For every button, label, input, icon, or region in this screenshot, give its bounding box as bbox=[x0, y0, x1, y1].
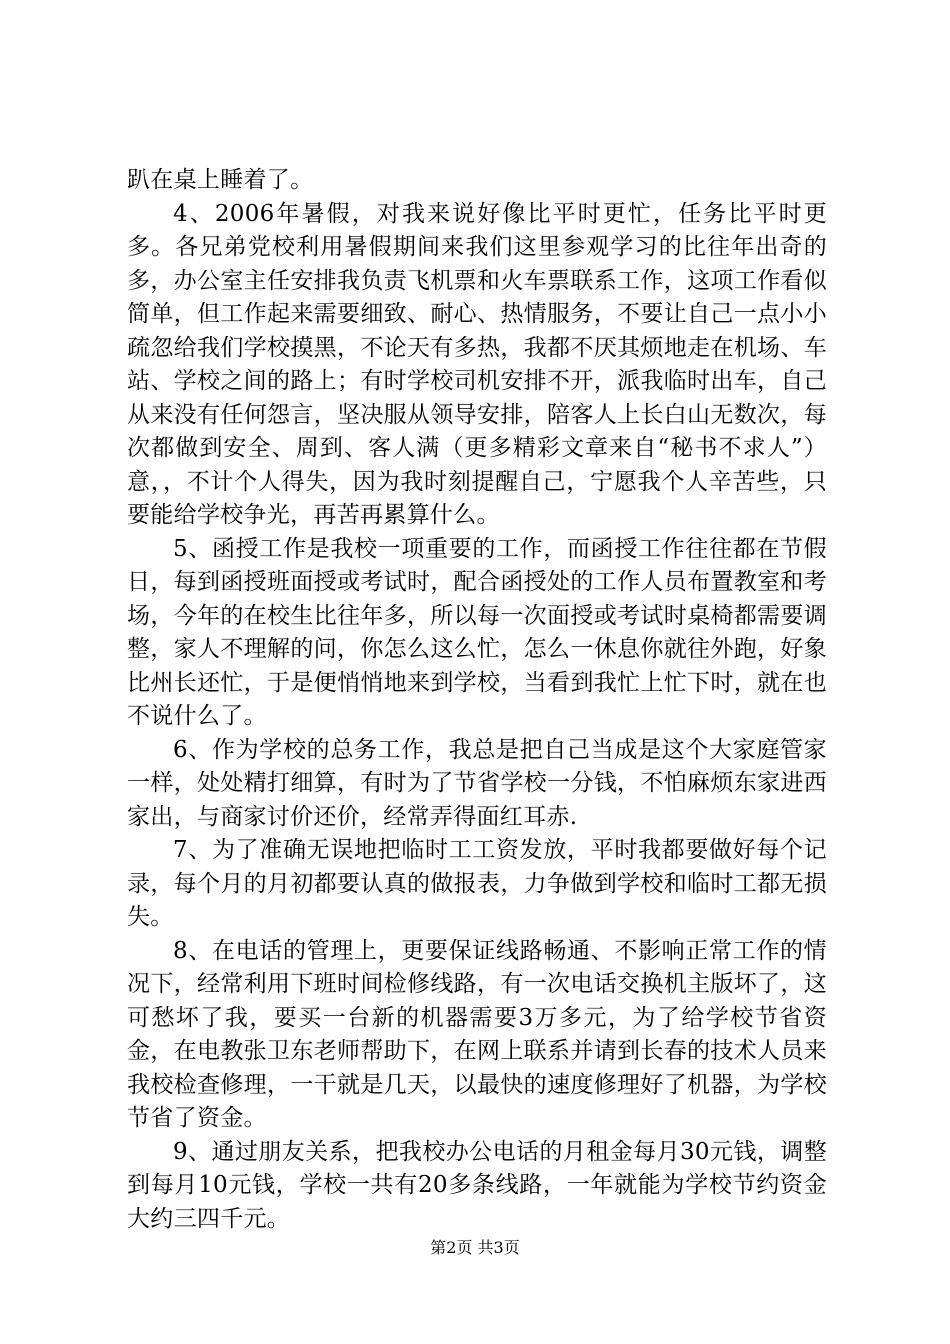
paragraph-item-6: 6、作为学校的总务工作，我总是把自己当成是这个大家庭管家一样，处处精打细算，有时为了节省学校一分钱，不怕麻烦东家进西家出，与商家讨价还价，经常弄得面红耳赤. bbox=[127, 736, 827, 830]
paragraph-item-8: 8、在电话的管理上，更要保证线路畅通、不影响正常工作的情况下，经常利用下班时间检修线路，有一次电话交换机主版坏了，这可愁坏了我，要买一台新的机器需要3万多元，为了给学校节省资金，在电教张卫东老师帮助下，在网上联系并请到长春的技术人员来我校检查修理，一干就是几天，以最快的速度修理好了机器，为学校节省了资金。 bbox=[127, 937, 827, 1131]
paragraph-item-9: 9、通过朋友关系，把我校办公电话的月租金每月30元钱，调整到每月10元钱，学校一共有20多条线路，一年就能为学校节约资金大约三四千元。 bbox=[127, 1138, 827, 1232]
page-footer: 第2页 共3页 bbox=[430, 1238, 520, 1257]
paragraph-item-4: 4、2006年暑假，对我来说好像比平时更忙，任务比平时更多。各兄弟党校利用暑假期间来我们这里参观学习的比往年出奇的多，办公室主任安排我负责飞机票和火车票联系工作，这项工作看似简单，但工作起来需要细致、耐心、热情服务，不要让自己一点小小疏忽给我们学校摸黑，不论天有多热，我都不厌其烦地走在机场、车站、学校之间的路上；有时学校司机安排不开，派我临时出车，自己从来没有任何怨言，坚决服从领导安排，陪客人上长白山无数次，每次都做到安全、周到、客人满（更多精彩文章来自“秘书不求人”）意，，不计个人得失，因为我时刻提醒自己，宁愿我个人辛苦些，只要能给学校争光，再苦再累算什么。 bbox=[127, 200, 827, 528]
paragraph-item-7: 7、为了准确无误地把临时工工资发放，平时我都要做好每个记录，每个月的月初都要认真的做报表，力争做到学校和临时工都无损失。 bbox=[127, 837, 827, 930]
document-body bbox=[127, 164, 827, 1236]
paragraph-item-5: 5、函授工作是我校一项重要的工作，而函授工作往往都在节假日，每到函授班面授或考试时，配合函授处的工作人员布置教室和考场，今年的在校生比往年多，所以每一次面授或考试时桌椅都需要调整，家人不理解的问，你怎么这么忙，怎么一休息你就往外跑，好象比州长还忙，于是便悄悄地来到学校，当看到我忙上忙下时，就在也不说什么了。 bbox=[127, 535, 827, 729]
paragraph-continuation: 趴在桌上睡着了。 bbox=[127, 167, 314, 193]
